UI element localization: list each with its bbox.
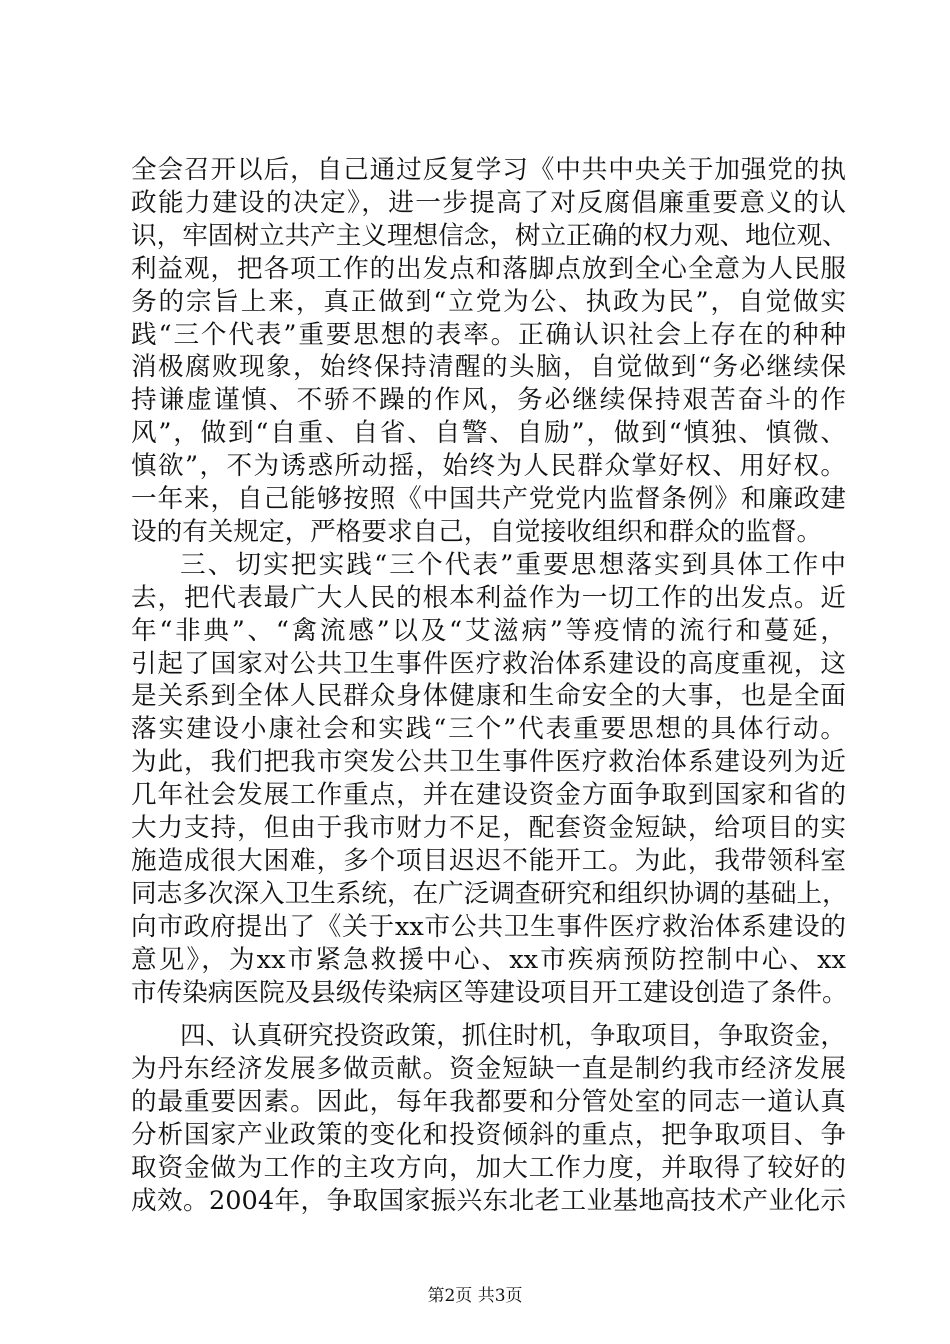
text-line: 是关系到全体人民群众身体健康和生命安全的大事，也是全面: [131, 681, 846, 712]
text-line: 同志多次深入卫生系统，在广泛调查研究和组织协调的基础上，: [131, 878, 848, 909]
text-line: 持谦虚谨慎、不骄不躁的作风，务必继续保持艰苦奋斗的作: [131, 385, 846, 416]
text-line: 几年社会发展工作重点，并在建设资金方面争取到国家和省的: [131, 780, 846, 811]
text-line: 大力支持，但由于我市财力不足，配套资金短缺，给项目的实: [131, 813, 846, 843]
text-line: 消极腐败现象，始终保持清醒的头脑，自觉做到“务必继续保: [131, 352, 846, 383]
text-line: 施造成很大困难，多个项目迟迟不能开工。为此，我带领科室: [131, 845, 846, 876]
text-line: 市传染病医院及县级传染病区等建设项目开工建设创造了条件。: [131, 977, 848, 1008]
text-line: 利益观，把各项工作的出发点和落脚点放到全心全意为人民服: [131, 253, 846, 284]
text-line: 为丹东经济发展多做贡献。资金短缺一直是制约我市经济发展: [131, 1053, 846, 1084]
text-line: 的最重要因素。因此，每年我都要和分管处室的同志一道认真: [131, 1086, 846, 1117]
text-line: 向市政府提出了《关于xx市公共卫生事件医疗救治体系建设的: [131, 911, 846, 942]
text-line: 意见》，为xx市紧急救援中心、xx市疾病预防控制中心、xx: [131, 944, 846, 975]
text-line: 引起了国家对公共卫生事件医疗救治体系建设的高度重视，这: [131, 648, 846, 679]
text-line: 风”，做到“自重、自省、自警、自励”，做到“慎独、慎微、: [131, 418, 846, 449]
text-line: 务的宗旨上来，真正做到“立党为公、执政为民”，自觉做实: [131, 286, 846, 317]
text-line: 政能力建设的决定》，进一步提高了对反腐倡廉重要意义的认: [131, 187, 846, 218]
text-line: 慎欲”，不为诱惑所动摇，始终为人民群众掌好权、用好权。: [131, 451, 846, 482]
text-line: 年“非典”、“禽流感”以及“艾滋病”等疫情的流行和蔓延，: [131, 615, 846, 646]
text-line: 践“三个代表”重要思想的表率。正确认识社会上存在的种种: [131, 319, 846, 350]
page-footer: 第2页 共3页: [427, 1286, 523, 1306]
text-line: 落实建设小康社会和实践“三个”代表重要思想的具体行动。: [131, 714, 846, 745]
text-line: 全会召开以后，自己通过反复学习《中共中央关于加强党的执: [131, 155, 846, 185]
text-line: 设的有关规定，严格要求自己，自觉接收组织和群众的监督。: [131, 516, 823, 547]
text-line: 四、认真研究投资政策，抓住时机，争取项目，争取资金，: [180, 1021, 846, 1051]
text-line: 为此，我们把我市突发公共卫生事件医疗救治体系建设列为近: [131, 747, 846, 778]
text-line: 识，牢固树立共产主义理想信念，树立正确的权力观、地位观、: [131, 220, 848, 251]
text-line: 去，把代表最广大人民的根本利益作为一切工作的出发点。近: [131, 582, 846, 613]
text-line: 取资金做为工作的主攻方向，加大工作力度，并取得了较好的: [131, 1152, 846, 1183]
text-line: 成效。2004年，争取国家振兴东北老工业基地高技术产业化示: [131, 1185, 846, 1216]
text-line: 三、切实把实践“三个代表”重要思想落实到具体工作中: [180, 549, 846, 580]
text-line: 一年来，自己能够按照《中国共产党党内监督条例》和廉政建: [131, 484, 846, 514]
text-line: 分析国家产业政策的变化和投资倾斜的重点，把争取项目、争: [131, 1119, 846, 1150]
